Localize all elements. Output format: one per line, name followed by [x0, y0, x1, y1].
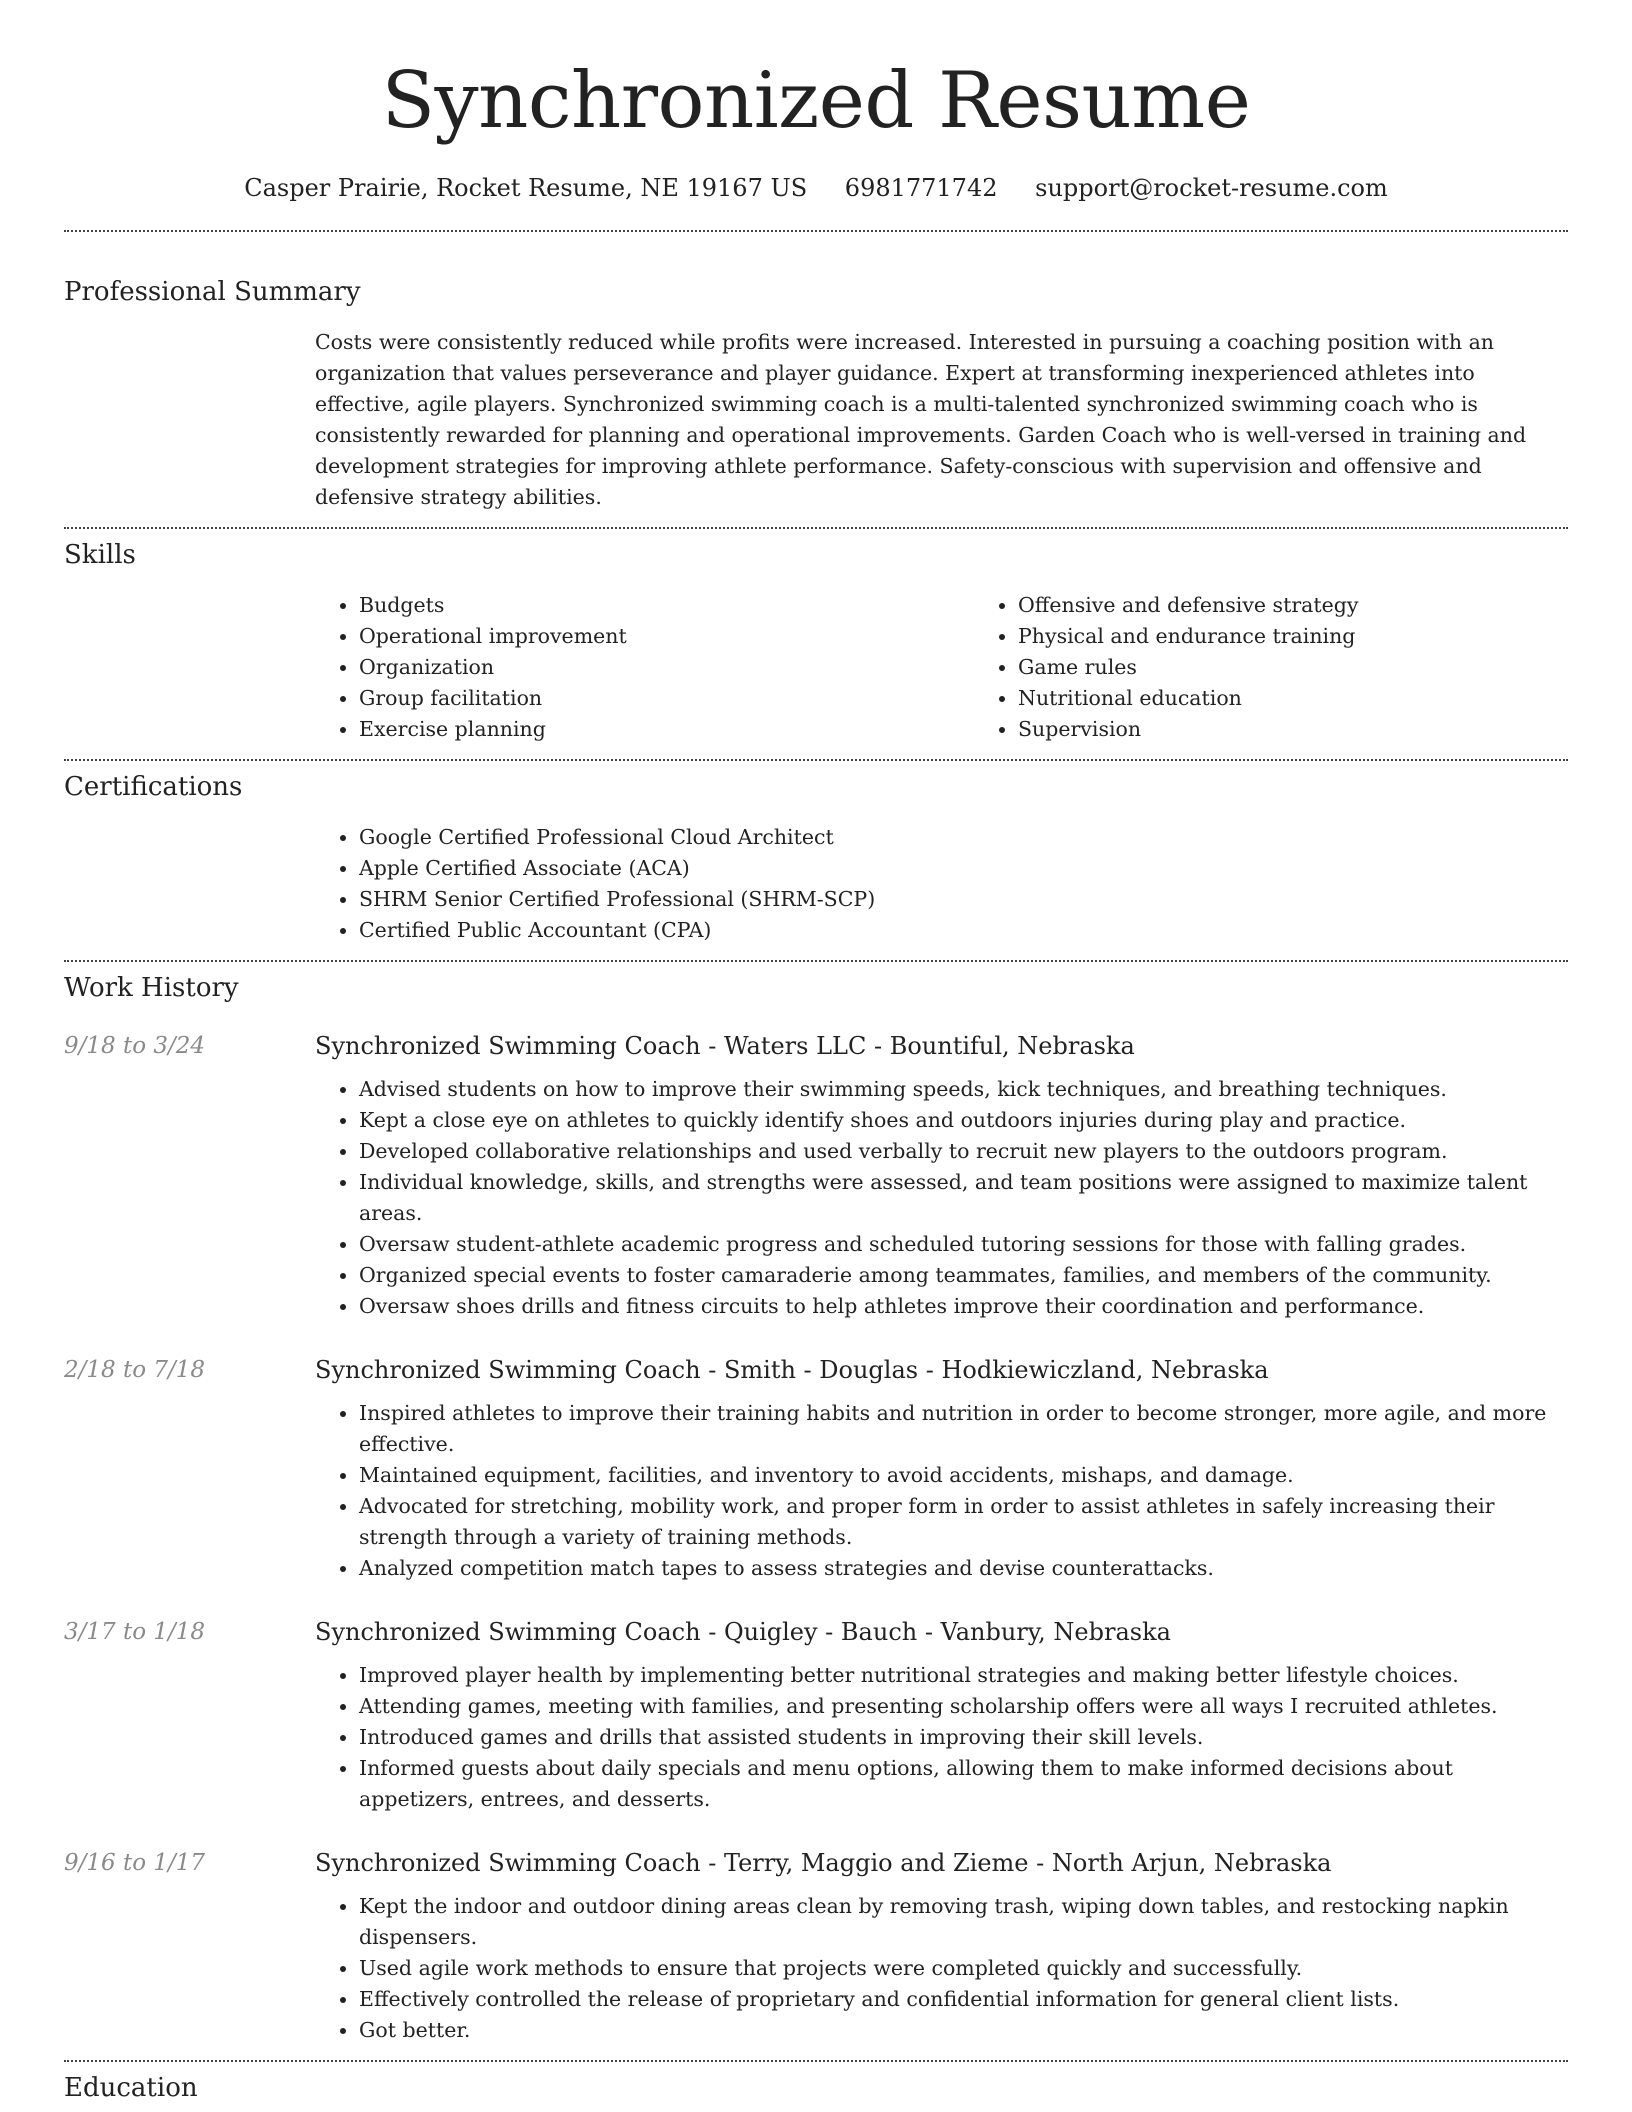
contact-line	[64, 172, 1568, 204]
job-bullet: • Oversaw student-athlete academic progress and scheduled tutoring sessions for those with falling grades.	[359, 1229, 1568, 1260]
certifications-list	[315, 822, 1568, 946]
work-history-title: Work History	[64, 973, 239, 1003]
job-bullet: • Kept the indoor and outdoor dining areas clean by removing trash, wiping down tables, and restocking napkin dispensers.	[359, 1891, 1568, 1953]
skills-title: Skills	[64, 540, 136, 570]
job-bullet-list	[315, 1398, 1568, 1584]
skill-item: • Operational improvement	[359, 621, 974, 652]
job-bullet: • Effectively controlled the release of proprietary and confidential information for general client lists.	[359, 1984, 1568, 2015]
skill-item: • Nutritional education	[1018, 683, 1568, 714]
job-dates: 9/16 to 1/17	[64, 1850, 206, 1876]
job-title: Synchronized Swimming Coach - Smith - Douglas - Hodkiewiczland, Nebraska	[315, 1356, 1269, 1384]
work-history-section	[64, 962, 1568, 2046]
certification-item: • Certified Public Accountant (CPA)	[359, 915, 1568, 946]
job-bullet: • Oversaw shoes drills and fitness circuits to help athletes improve their coordination and performance.	[359, 1291, 1568, 1322]
skills-list-right	[974, 590, 1568, 745]
contact-address: Casper Prairie, Rocket Resume, NE 19167 US	[244, 174, 808, 202]
summary-text: Costs were consistently reduced while profits were increased. Interested in pursuing a coaching position with an organization that values perseverance and player guidance. Expert at transforming inexperienced athletes into effective, agile players. Synchronized swimming coach is a multi-talented synchronized swimming coach who is consistently rewarded for planning and operational improvements. Garden Coach who is well-versed in training and development strategies for improving athlete performance. Safety-conscious with supervision and offensive and defensive strategy abilities.	[315, 330, 1527, 509]
skill-item: • Exercise planning	[359, 714, 974, 745]
job-bullet-list	[315, 1891, 1568, 2046]
job-bullets	[315, 1891, 1568, 2046]
job-bullet: • Developed collaborative relationships and used verbally to recruit new players to the outdoors program.	[359, 1136, 1568, 1167]
contact-email: support@rocket-resume.com	[1035, 174, 1388, 202]
job-bullet: • Used agile work methods to ensure that projects were completed quickly and successfully.	[359, 1953, 1568, 1984]
job-entry	[64, 1845, 1568, 2046]
job-title: Synchronized Swimming Coach - Terry, Maggio and Zieme - North Arjun, Nebraska	[315, 1849, 1332, 1877]
summary-body	[315, 327, 1568, 513]
job-dates: 9/18 to 3/24	[64, 1033, 206, 1059]
job-bullet: • Maintained equipment, facilities, and inventory to avoid accidents, mishaps, and damage.	[359, 1460, 1568, 1491]
job-bullet: • Advised students on how to improve their swimming speeds, kick techniques, and breathing techniques.	[359, 1074, 1568, 1105]
resume-page	[64, 0, 1568, 2112]
job-bullet: • Inspired athletes to improve their training habits and nutrition in order to become stronger, more agile, and more effective.	[359, 1398, 1568, 1460]
job-title: Synchronized Swimming Coach - Waters LLC - Bountiful, Nebraska	[315, 1032, 1135, 1060]
skill-item: • Game rules	[1018, 652, 1568, 683]
skill-item: • Group facilitation	[359, 683, 974, 714]
job-bullet: • Advocated for stretching, mobility work, and proper form in order to assist athletes in safely increasing their strength through a variety of training methods.	[359, 1491, 1568, 1553]
certification-item: • SHRM Senior Certified Professional (SHRM-SCP)	[359, 884, 1568, 915]
skill-item: • Budgets	[359, 590, 974, 621]
certification-item: • Apple Certified Associate (ACA)	[359, 853, 1568, 884]
certifications-body	[315, 822, 1568, 946]
contact-phone: 6981771742	[844, 174, 998, 202]
summary-section	[64, 232, 1568, 513]
skills-section	[64, 529, 1568, 745]
job-bullet-list	[315, 1074, 1568, 1322]
job-bullet: • Analyzed competition match tapes to assess strategies and devise counterattacks.	[359, 1553, 1568, 1584]
education-section	[64, 2062, 1568, 2106]
job-entry	[64, 1614, 1568, 1815]
certifications-title: Certifications	[64, 772, 243, 802]
certifications-section	[64, 761, 1568, 946]
candidate-name: Synchronized Resume	[381, 56, 1251, 146]
job-bullet: • Improved player health by implementing better nutritional strategies and making better lifestyle choices.	[359, 1660, 1568, 1691]
job-entry	[64, 1028, 1568, 1322]
job-bullet: • Kept a close eye on athletes to quickly identify shoes and outdoors injuries during play and practice.	[359, 1105, 1568, 1136]
summary-title: Professional Summary	[64, 277, 361, 307]
job-entry	[64, 1352, 1568, 1584]
job-bullet: • Introduced games and drills that assisted students in improving their skill levels.	[359, 1722, 1568, 1753]
skills-columns	[315, 590, 1568, 745]
job-bullets	[315, 1074, 1568, 1322]
skill-item: • Offensive and defensive strategy	[1018, 590, 1568, 621]
certification-item: • Google Certified Professional Cloud Architect	[359, 822, 1568, 853]
job-bullets	[315, 1660, 1568, 1815]
job-dates: 3/17 to 1/18	[64, 1619, 206, 1645]
job-bullet: • Organized special events to foster camaraderie among teammates, families, and members of the community.	[359, 1260, 1568, 1291]
education-title: Education	[64, 2073, 198, 2103]
skills-list-left	[315, 590, 974, 745]
job-bullet: • Individual knowledge, skills, and strengths were assessed, and team positions were assigned to maximize talent areas.	[359, 1167, 1568, 1229]
job-bullet-list	[315, 1660, 1568, 1815]
job-bullet: • Attending games, meeting with families, and presenting scholarship offers were all ways I recruited athletes.	[359, 1691, 1568, 1722]
skill-item: • Organization	[359, 652, 974, 683]
job-bullet: • Got better.	[359, 2015, 1568, 2046]
job-dates: 2/18 to 7/18	[64, 1357, 206, 1383]
resume-header	[64, 0, 1568, 204]
skill-item: • Supervision	[1018, 714, 1568, 745]
skill-item: • Physical and endurance training	[1018, 621, 1568, 652]
job-bullet: • Informed guests about daily specials and menu options, allowing them to make informed decisions about appetizers, entrees, and desserts.	[359, 1753, 1568, 1815]
job-title: Synchronized Swimming Coach - Quigley - Bauch - Vanbury, Nebraska	[315, 1618, 1171, 1646]
job-bullets	[315, 1398, 1568, 1584]
